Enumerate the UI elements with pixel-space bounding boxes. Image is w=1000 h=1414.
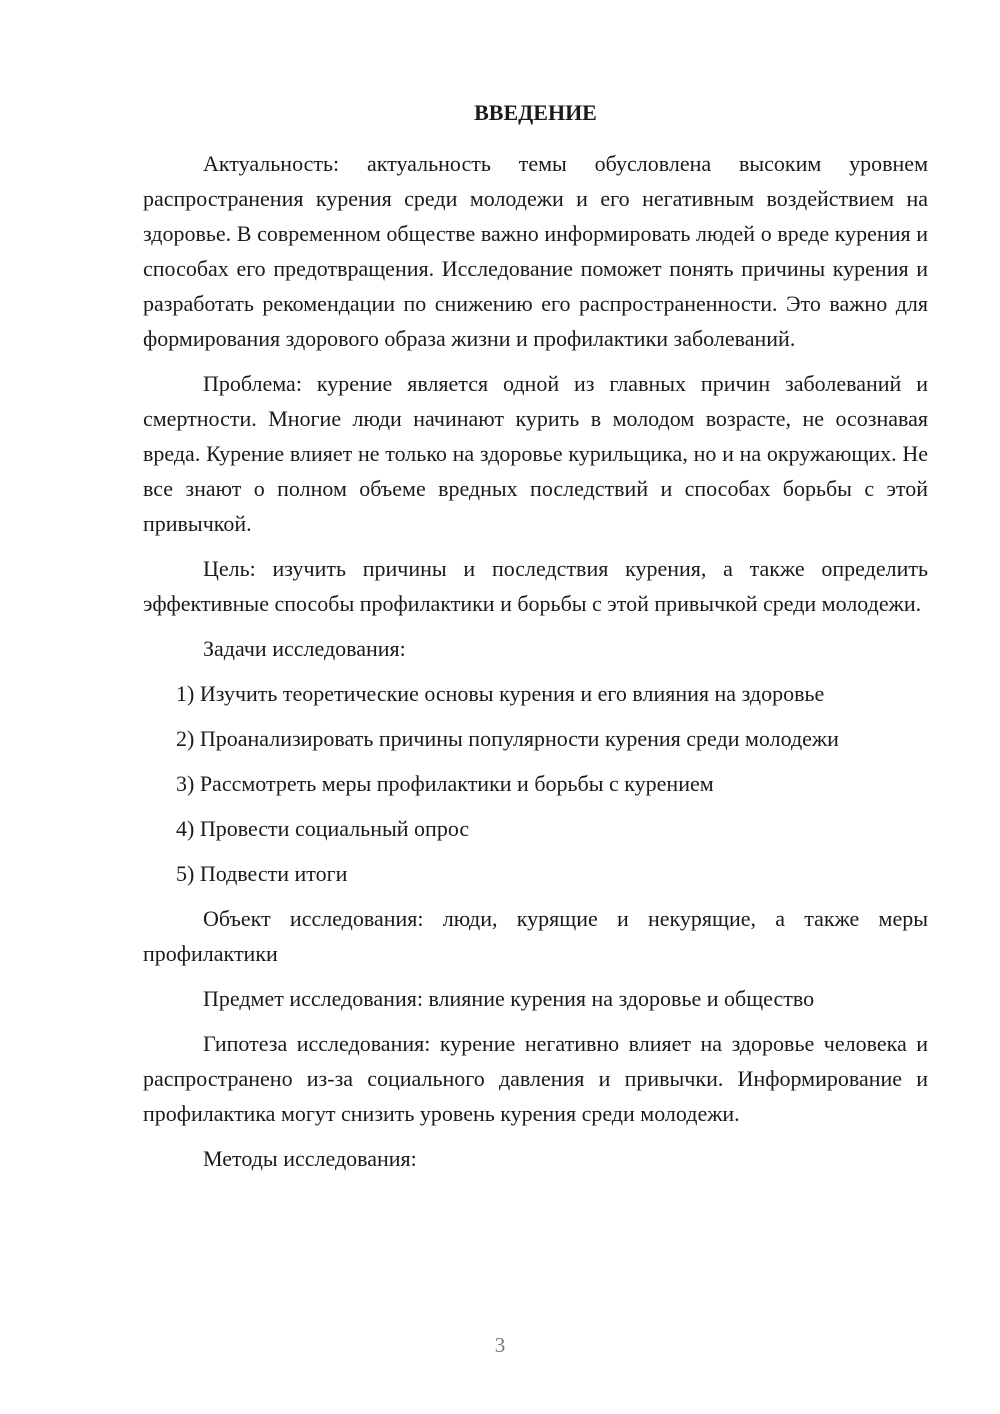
paragraph-subject: Предмет исследования: влияние курения на здоровье и общество xyxy=(203,986,815,1011)
paragraph-hypothesis: Гипотеза исследования: курение негативно влияет на здоровье человека и распространено из-за социального давления и привычки. Информирование и профилактика могут снизить уровень курения среди молодежи. xyxy=(143,1031,928,1126)
paragraph-problem: Проблема: курение является одной из главных причин заболеваний и смертности. Многие люди начинают курить в молодом возрасте, не осознавая вреда. Курение влияет не только на здоровье курильщика, но и на окружающих. Не все знают о полном объеме вредных последствий и способах борьбы с этой привычкой. xyxy=(143,371,928,536)
page-content xyxy=(143,95,928,1176)
tasks-list xyxy=(143,676,928,891)
list-item: 2) Проанализировать причины популярности курения среди молодежи xyxy=(176,726,839,751)
paragraph-goal: Цель: изучить причины и последствия курения, а также определить эффективные способы профилактики и борьбы с этой привычкой среди молодежи. xyxy=(143,556,928,616)
paragraph-methods: Методы исследования: xyxy=(203,1146,417,1171)
page-number: 3 xyxy=(494,1333,506,1357)
paragraph-relevance: Актуальность: актуальность темы обусловлена высоким уровнем распространения курения среди молодежи и его негативным воздействием на здоровье. В современном обществе важно информировать людей о вреде курения и способах его предотвращения. Исследование поможет понять причины курения и разработать рекомендации по снижению его распространенности. Это важно для формирования здорового образа жизни и профилактики заболеваний. xyxy=(143,151,928,351)
page-heading: ВВЕДЕНИЕ xyxy=(474,100,597,125)
list-item: 3) Рассмотреть меры профилактики и борьбы с курением xyxy=(176,771,714,796)
paragraph-object: Объект исследования: люди, курящие и некурящие, а также меры профилактики xyxy=(143,906,928,966)
list-item: 1) Изучить теоретические основы курения и его влияния на здоровье xyxy=(176,681,825,706)
list-item: 5) Подвести итоги xyxy=(176,861,348,886)
paragraph-tasks-heading: Задачи исследования: xyxy=(203,636,406,661)
list-item: 4) Провести социальный опрос xyxy=(176,816,470,841)
